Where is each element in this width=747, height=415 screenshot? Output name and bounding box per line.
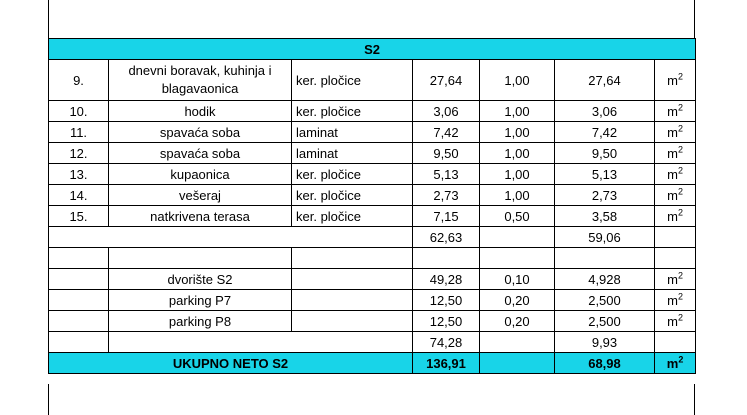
floor-type: laminat	[292, 143, 413, 164]
unit-exponent: 2	[677, 123, 683, 134]
empty-cell	[292, 290, 413, 311]
table-row	[49, 311, 696, 332]
row-number: 15.	[49, 206, 109, 227]
empty-cell	[655, 227, 696, 248]
row-number: 10.	[49, 101, 109, 122]
empty-cell	[49, 248, 109, 269]
table-row	[49, 290, 696, 311]
empty-cell	[555, 248, 655, 269]
empty-cell	[49, 332, 109, 353]
unit-base: m	[667, 103, 678, 119]
empty-cell	[49, 227, 413, 248]
unit-exponent: 2	[677, 102, 683, 113]
coefficient: 0,20	[480, 311, 555, 332]
empty-cell	[413, 248, 480, 269]
subtotal-area: 74,28	[413, 332, 480, 353]
unit-base: m	[667, 145, 678, 161]
net-area: 2,500	[555, 311, 655, 332]
subtotal-row	[49, 227, 696, 248]
room-name: natkrivena terasa	[109, 206, 292, 227]
unit-cell	[655, 101, 696, 122]
floor-type: ker. pločice	[292, 164, 413, 185]
coefficient: 1,00	[480, 164, 555, 185]
unit-base: m	[666, 355, 679, 371]
row-number: 11.	[49, 122, 109, 143]
empty-cell	[292, 311, 413, 332]
unit-cell	[655, 269, 696, 290]
floor-type: ker. pločice	[292, 101, 413, 122]
section-header-row	[49, 39, 696, 60]
net-area: 3,06	[555, 101, 655, 122]
total-row	[49, 353, 696, 374]
unit-exponent: 2	[677, 207, 683, 218]
empty-cell	[109, 332, 413, 353]
net-area: 5,13	[555, 164, 655, 185]
unit-exponent: 2	[677, 144, 683, 155]
extra-name: parking P7	[109, 290, 292, 311]
coefficient: 0,10	[480, 269, 555, 290]
unit-cell	[655, 143, 696, 164]
area-value: 9,50	[413, 143, 480, 164]
area-value: 7,15	[413, 206, 480, 227]
unit-exponent: 2	[677, 186, 683, 197]
table-row	[49, 185, 696, 206]
unit-base: m	[667, 166, 678, 182]
subtotal-net: 59,06	[555, 227, 655, 248]
table-row	[49, 60, 696, 101]
unit-cell	[655, 164, 696, 185]
unit-cell	[655, 353, 696, 374]
table-row	[49, 122, 696, 143]
unit-exponent: 2	[677, 312, 683, 323]
empty-cell	[480, 227, 555, 248]
extra-name: parking P8	[109, 311, 292, 332]
unit-base: m	[667, 271, 678, 287]
floor-type: ker. pločice	[292, 206, 413, 227]
coefficient: 1,00	[480, 185, 555, 206]
area-value: 2,73	[413, 185, 480, 206]
room-name: spavaća soba	[109, 122, 292, 143]
area-value: 27,64	[413, 60, 480, 101]
blank-row	[49, 248, 696, 269]
empty-cell	[49, 269, 109, 290]
floor-type: ker. pločice	[292, 60, 413, 101]
empty-cell	[49, 290, 109, 311]
unit-cell	[655, 122, 696, 143]
row-number: 14.	[49, 185, 109, 206]
row-number: 13.	[49, 164, 109, 185]
unit-base: m	[667, 208, 678, 224]
total-area: 136,91	[413, 353, 480, 374]
table-row	[49, 206, 696, 227]
net-area: 9,50	[555, 143, 655, 164]
room-name: spavaća soba	[109, 143, 292, 164]
area-value: 7,42	[413, 122, 480, 143]
total-label: UKUPNO NETO S2	[49, 353, 413, 374]
coefficient: 1,00	[480, 101, 555, 122]
coefficient: 1,00	[480, 122, 555, 143]
empty-cell	[480, 248, 555, 269]
floor-type: laminat	[292, 122, 413, 143]
empty-cell	[49, 311, 109, 332]
area-value: 5,13	[413, 164, 480, 185]
subtotal-net: 9,93	[555, 332, 655, 353]
unit-exponent: 2	[677, 270, 683, 281]
table-row	[49, 269, 696, 290]
sheet-frame-left	[48, 0, 49, 38]
unit-cell	[655, 185, 696, 206]
empty-cell	[292, 248, 413, 269]
unit-cell	[655, 311, 696, 332]
extra-name: dvorište S2	[109, 269, 292, 290]
floor-type: ker. pločice	[292, 185, 413, 206]
subtotal-area: 62,63	[413, 227, 480, 248]
area-value: 49,28	[413, 269, 480, 290]
unit-base: m	[667, 292, 678, 308]
table-row	[49, 143, 696, 164]
empty-cell	[292, 269, 413, 290]
unit-base: m	[667, 72, 678, 88]
unit-exponent: 2	[678, 354, 684, 365]
net-area: 2,73	[555, 185, 655, 206]
room-name: vešeraj	[109, 185, 292, 206]
unit-exponent: 2	[677, 71, 683, 82]
empty-cell	[109, 248, 292, 269]
unit-base: m	[667, 313, 678, 329]
empty-cell	[480, 353, 555, 374]
unit-cell	[655, 290, 696, 311]
unit-exponent: 2	[677, 165, 683, 176]
area-value: 12,50	[413, 311, 480, 332]
total-net: 68,98	[555, 353, 655, 374]
table-row	[49, 164, 696, 185]
section-title: S2	[49, 39, 696, 60]
empty-cell	[655, 332, 696, 353]
row-number: 12.	[49, 143, 109, 164]
sheet-frame-right-bottom	[694, 384, 695, 415]
area-table	[48, 38, 696, 374]
unit-cell	[655, 206, 696, 227]
net-area: 4,928	[555, 269, 655, 290]
unit-cell	[655, 60, 696, 101]
room-name: hodik	[109, 101, 292, 122]
room-name: kupaonica	[109, 164, 292, 185]
coefficient: 0,50	[480, 206, 555, 227]
row-number: 9.	[49, 60, 109, 101]
net-area: 3,58	[555, 206, 655, 227]
empty-cell	[480, 332, 555, 353]
net-area: 7,42	[555, 122, 655, 143]
unit-base: m	[667, 187, 678, 203]
area-value: 12,50	[413, 290, 480, 311]
coefficient: 0,20	[480, 290, 555, 311]
unit-exponent: 2	[677, 291, 683, 302]
subtotal-row	[49, 332, 696, 353]
net-area: 27,64	[555, 60, 655, 101]
sheet-frame-right	[694, 0, 695, 38]
area-value: 3,06	[413, 101, 480, 122]
table-row	[49, 101, 696, 122]
unit-base: m	[667, 124, 678, 140]
empty-cell	[655, 248, 696, 269]
sheet-frame-left-bottom	[48, 384, 49, 415]
net-area: 2,500	[555, 290, 655, 311]
coefficient: 1,00	[480, 143, 555, 164]
room-name: dnevni boravak, kuhinja i blagavaonica	[109, 60, 292, 101]
coefficient: 1,00	[480, 60, 555, 101]
